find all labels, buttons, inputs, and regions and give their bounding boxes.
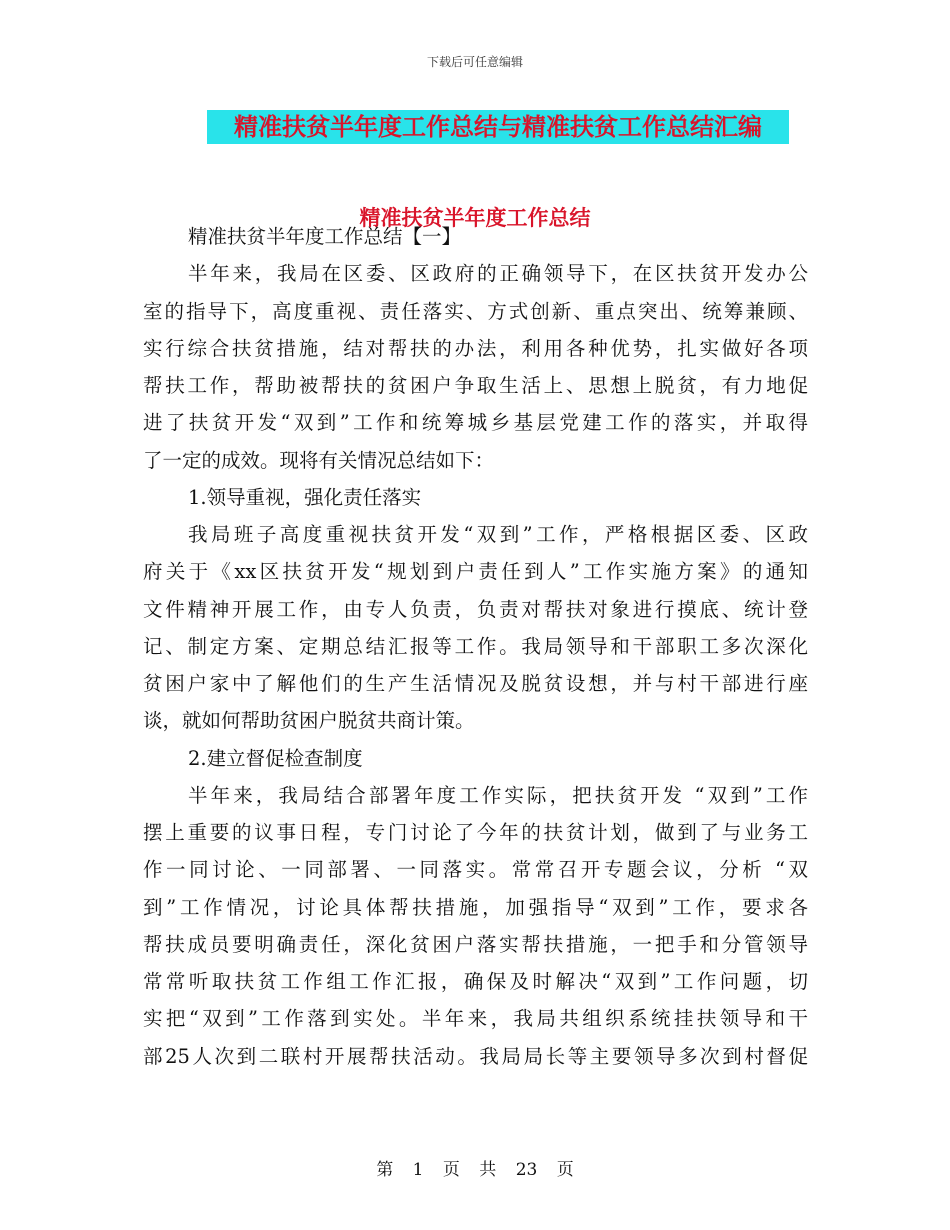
paragraph-line: 了一定的成效。现将有关情况总结如下：	[143, 448, 495, 472]
paragraph-line: 作一同讨论、一同部署、一同落实。常常召开专题会议，分析 “双	[143, 858, 808, 882]
page-footer	[0, 1155, 950, 1180]
paragraph-line: 府关于《xx区扶贫开发“规划到户责任到人”工作实施方案》的通知	[143, 560, 808, 584]
paragraph-line: 室的指导下，高度重视、责任落实、方式创新、重点突出、统筹兼顾、	[143, 299, 808, 323]
paragraph-line: 帮扶成员要明确责任，深化贫困户落实帮扶措施，一把手和分管领导	[143, 932, 808, 956]
section-title: 精准扶贫半年度工作总结	[359, 206, 591, 230]
main-title-highlight	[207, 110, 789, 144]
footer-page-number: 1	[412, 1160, 424, 1180]
footer-page-label: 第	[376, 1160, 394, 1180]
section-heading-2: 2.建立督促检查制度	[188, 746, 363, 770]
paragraph-line: 进了扶贫开发“双到”工作和统筹城乡基层党建工作的落实，并取得	[143, 411, 808, 435]
header-note: 下载后可任意编辑	[426, 55, 523, 69]
document-body	[143, 218, 808, 1075]
paragraph-line: 半年来，我局结合部署年度工作实际，把扶贫开发 “双到”工作	[188, 783, 808, 807]
paragraph-line: 文件精神开展工作，由专人负责，负责对帮扶对象进行摸底、统计登	[143, 597, 808, 621]
footer-page-unit: 页	[442, 1160, 460, 1180]
paragraph-line: 摆上重要的议事日程，专门讨论了今年的扶贫计划，做到了与业务工	[143, 821, 808, 844]
paragraph-line: 谈，就如何帮助贫困户脱贫共商计策。	[143, 709, 475, 733]
paragraph-line: 部25人次到二联村开展帮扶活动。我局局长等主要领导多次到村督促	[143, 1044, 808, 1068]
section-heading-1: 1.领导重视，强化责任落实	[188, 485, 422, 509]
paragraph-line: 我局班子高度重视扶贫开发“双到”工作，严格根据区委、区政	[188, 523, 808, 546]
paragraph-line: 实行综合扶贫措施，结对帮扶的办法，利用各种优势，扎实做好各项	[143, 336, 808, 360]
paragraph-line: 贫困户家中了解他们的生产生活情况及脱贫设想，并与村干部进行座	[143, 672, 808, 695]
footer-total-unit: 页	[556, 1160, 574, 1180]
footer-total-pages: 23	[515, 1160, 538, 1180]
paragraph-line: 半年来，我局在区委、区政府的正确领导下，在区扶贫开发办公	[188, 262, 808, 286]
main-title: 精准扶贫半年度工作总结与精准扶贫工作总结汇编	[234, 113, 762, 141]
paragraph-line: 实把“双到”工作落到实处。半年来，我局共组织系统挂扶领导和干	[143, 1007, 808, 1031]
footer-total-label: 共	[479, 1160, 497, 1180]
paragraph-line: 帮扶工作，帮助被帮扶的贫困户争取生活上、思想上脱贫，有力地促	[143, 374, 808, 397]
paragraph-line: 到”工作情况，讨论具体帮扶措施，加强指导“双到”工作，要求各	[143, 895, 808, 919]
paragraph-line: 记、制定方案、定期总结汇报等工作。我局领导和干部职工多次深化	[143, 634, 808, 658]
subheading-part-one: 精准扶贫半年度工作总结【一】	[188, 225, 462, 248]
paragraph-line: 常常听取扶贫工作组工作汇报，确保及时解决“双到”工作问题，切	[143, 970, 808, 993]
